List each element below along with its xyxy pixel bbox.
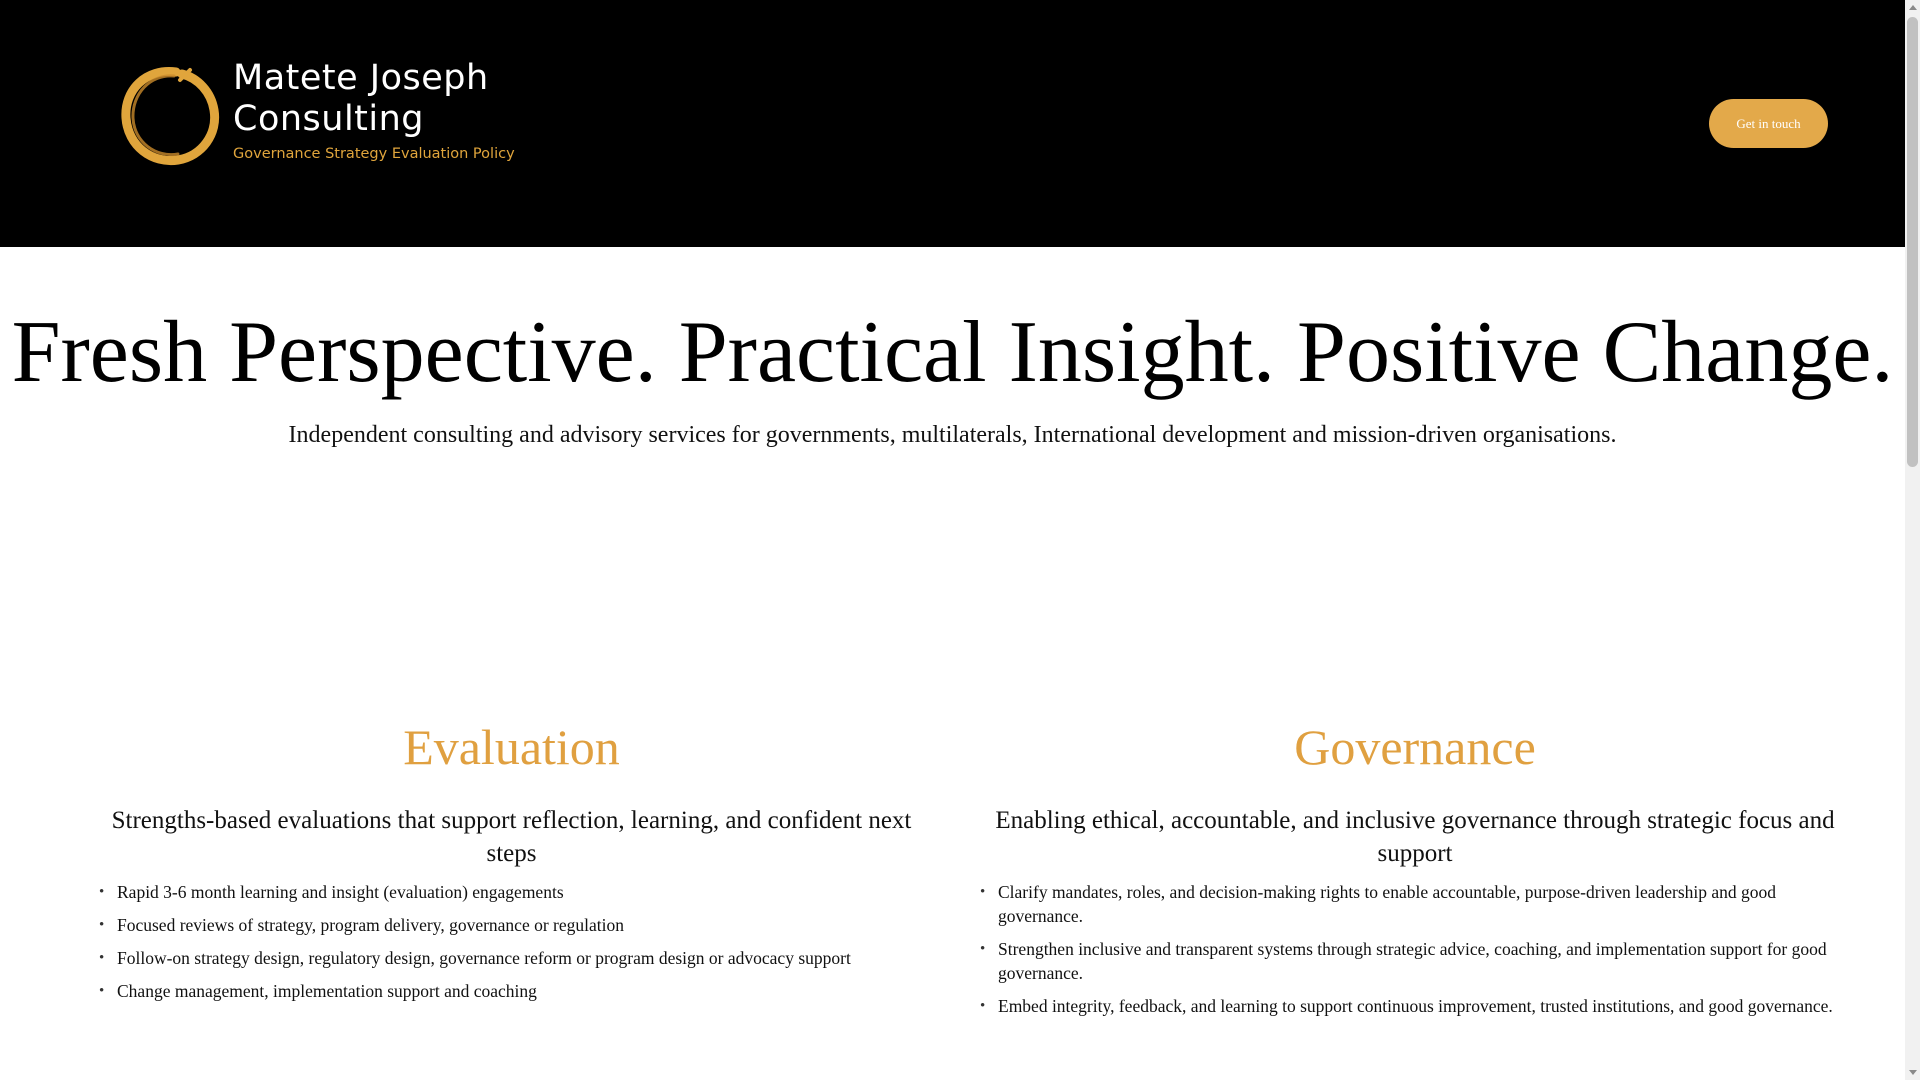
list-item: • Follow-on strategy design, regulatory design, governance reform or program design or advocacy support xyxy=(94,946,929,970)
list-item: • Focused reviews of strategy, program delivery, governance or regulation xyxy=(94,913,929,937)
evaluation-heading: Evaluation xyxy=(403,719,620,775)
scroll-down-arrow-icon[interactable] xyxy=(1909,1070,1917,1075)
evaluation-list xyxy=(94,880,929,1003)
scroll-thumb[interactable] xyxy=(1907,17,1918,467)
site-header xyxy=(0,0,1905,247)
governance-heading: Governance xyxy=(1294,719,1536,775)
list-item: • Strengthen inclusive and transparent systems through strategic advice, coaching, and implementation support for good governance. xyxy=(975,937,1855,985)
list-item: • Rapid 3-6 month learning and insight (evaluation) engagements xyxy=(94,880,929,904)
site-logo[interactable] xyxy=(116,58,516,170)
evaluation-section xyxy=(94,712,929,1012)
enso-circle-icon xyxy=(116,62,224,170)
page-scrollbar[interactable] xyxy=(1905,0,1920,1080)
get-in-touch-button[interactable]: Get in touch xyxy=(1709,99,1828,148)
governance-list xyxy=(975,880,1855,1018)
list-item: • Change management, implementation support and coaching xyxy=(94,979,929,1003)
hero-title: Fresh Perspective. Practical Insight. Positive Change. xyxy=(11,304,1894,401)
governance-lead: Enabling ethical, accountable, and inclusive governance through strategic focus and support xyxy=(995,807,1835,867)
list-item: • Clarify mandates, roles, and decision-making rights to enable accountable, purpose-driven leadership and good governance. xyxy=(975,880,1855,928)
scroll-up-arrow-icon[interactable] xyxy=(1909,5,1917,10)
logo-name: Matete Joseph Consulting xyxy=(233,58,489,139)
hero-subtitle: Independent consulting and advisory services for governments, multilaterals, International development and mission-driven organisations. xyxy=(288,422,1617,448)
logo-tagline: Governance Strategy Evaluation Policy xyxy=(233,146,515,162)
list-item: • Embed integrity, feedback, and learning to support continuous improvement, trusted institutions, and good governance. xyxy=(975,994,1855,1018)
governance-section xyxy=(975,712,1855,1027)
evaluation-lead: Strengths-based evaluations that support reflection, learning, and confident next steps xyxy=(111,807,912,867)
